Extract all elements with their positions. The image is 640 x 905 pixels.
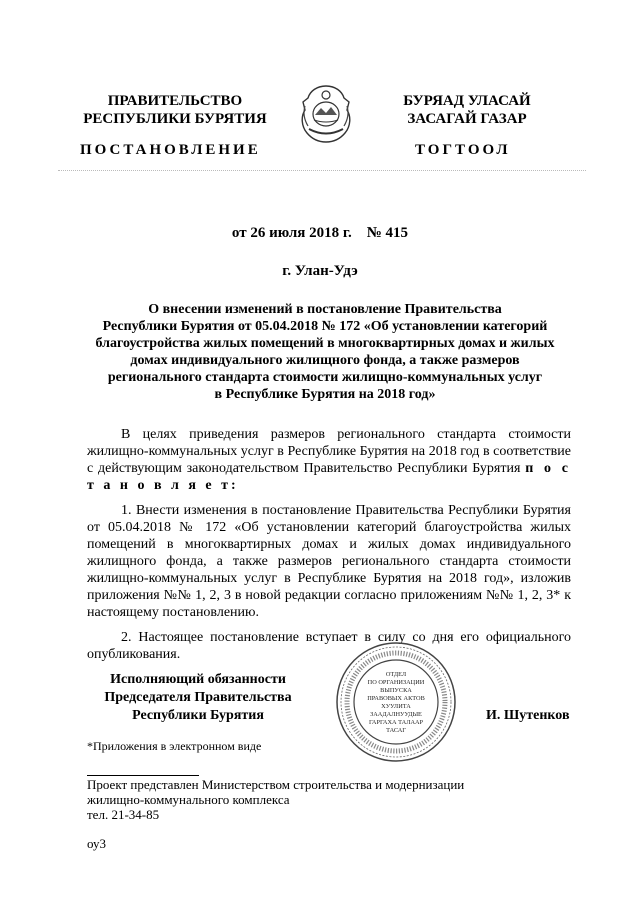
header-left-line1: ПРАВИТЕЛЬСТВО bbox=[107, 93, 243, 109]
preamble-text: В целях приведения размеров регионального стандарта стоимости жилищно-коммунальных услуг в Республике Бурятия на 2018 год в соответствие с действующим законодательством Правительство Республики Бурятия bbox=[87, 427, 571, 476]
position-line: Республики Бурятия bbox=[132, 708, 264, 723]
stamp-line: ПО ОРГАНИЗАЦИИ bbox=[367, 679, 425, 686]
footer-phone: тел. 21-34-85 bbox=[87, 807, 160, 822]
header-right-line1: БУРЯАД УЛАСАЙ bbox=[403, 93, 531, 109]
stamp-line: ПРАВОВЫХ АКТОВ bbox=[367, 695, 425, 702]
position-line: Исполняющий обязанности bbox=[110, 672, 286, 687]
header-left-line2: РЕСПУБЛИКИ БУРЯТИЯ bbox=[83, 111, 267, 127]
stamp-line: ВЫПУСКА bbox=[380, 687, 412, 694]
document-body bbox=[87, 426, 571, 671]
footer-info bbox=[87, 777, 464, 822]
title-line: благоустройства жилых помещений в многоквартирных домах и жилых bbox=[95, 336, 555, 351]
document-code: оу3 bbox=[87, 836, 107, 851]
signatory-name: И. Шутенков bbox=[486, 708, 570, 723]
title-line: О внесении изменений в постановление Правительства bbox=[148, 302, 502, 317]
title-line: домах индивидуального жилищного фонда, а также размеров bbox=[130, 353, 520, 368]
stamp-line: ЗААДАЛНУУДЫЕ bbox=[370, 711, 422, 718]
document-kind-russian: ПОСТАНОВЛЕНИЕ bbox=[80, 142, 261, 158]
stamp-line: ХУУЛИТА bbox=[381, 703, 411, 710]
document-kind-buryat: ТОГТООЛ bbox=[415, 142, 511, 158]
coat-of-arms-icon bbox=[297, 82, 355, 144]
footer-line: Проект представлен Министерством строительства и модернизации bbox=[87, 777, 465, 792]
title-line: в Республике Бурятия на 2018 год» bbox=[214, 387, 436, 402]
attachments-note: *Приложения в электронном виде bbox=[87, 739, 262, 753]
signatory-position bbox=[87, 671, 309, 725]
item-1-paragraph: 1. Внести изменения в постановление Правительства Республики Бурятия от 05.04.2018 № 172 «Об установлении категорий благоустройства жилых помещений в многоквартирных домах и жилых домах индивидуального жилищного фонда, а также размеров регионального стандарта стоимости жилищно-коммунальных услуг в Республике Бурятия на 2018 год», изложив приложения №№ 1, 2, 3 в новой редакции согласно приложениям №№ 1, 2, 3* к настоящему постановлению. bbox=[87, 503, 571, 620]
government-name-buryat bbox=[372, 92, 562, 128]
document-title bbox=[90, 301, 560, 403]
document-date-number: от 26 июля 2018 г. № 415 bbox=[231, 225, 409, 241]
stamp-line: ТАСАГ bbox=[386, 727, 406, 734]
preamble-paragraph bbox=[87, 426, 571, 494]
header-divider bbox=[58, 170, 586, 171]
stamp-line: ГАРГАХА ТАЛААР bbox=[368, 719, 424, 726]
title-line: регионального стандарта стоимости жилищно-коммунальных услуг bbox=[107, 370, 543, 385]
header-right-line2: ЗАСАГАЙ ГАЗАР bbox=[407, 111, 527, 127]
title-line: Республики Бурятия от 05.04.2018 № 172 «Об установлении категорий bbox=[102, 319, 548, 334]
item-2-paragraph: 2. Настоящее постановление вступает в силу со дня его официального опубликования. bbox=[87, 630, 571, 662]
official-stamp-icon bbox=[335, 641, 457, 763]
decree-word: п о с т а н о в л я е т: bbox=[87, 461, 572, 493]
footer-line: жилищно-коммунального комплекса bbox=[87, 792, 290, 807]
government-name-russian bbox=[80, 92, 270, 128]
position-line: Председателя Правительства bbox=[104, 690, 292, 705]
stamp-line: ОТДЕЛ bbox=[385, 671, 407, 678]
footer-divider bbox=[87, 775, 199, 776]
document-city: г. Улан-Удэ bbox=[282, 263, 358, 279]
